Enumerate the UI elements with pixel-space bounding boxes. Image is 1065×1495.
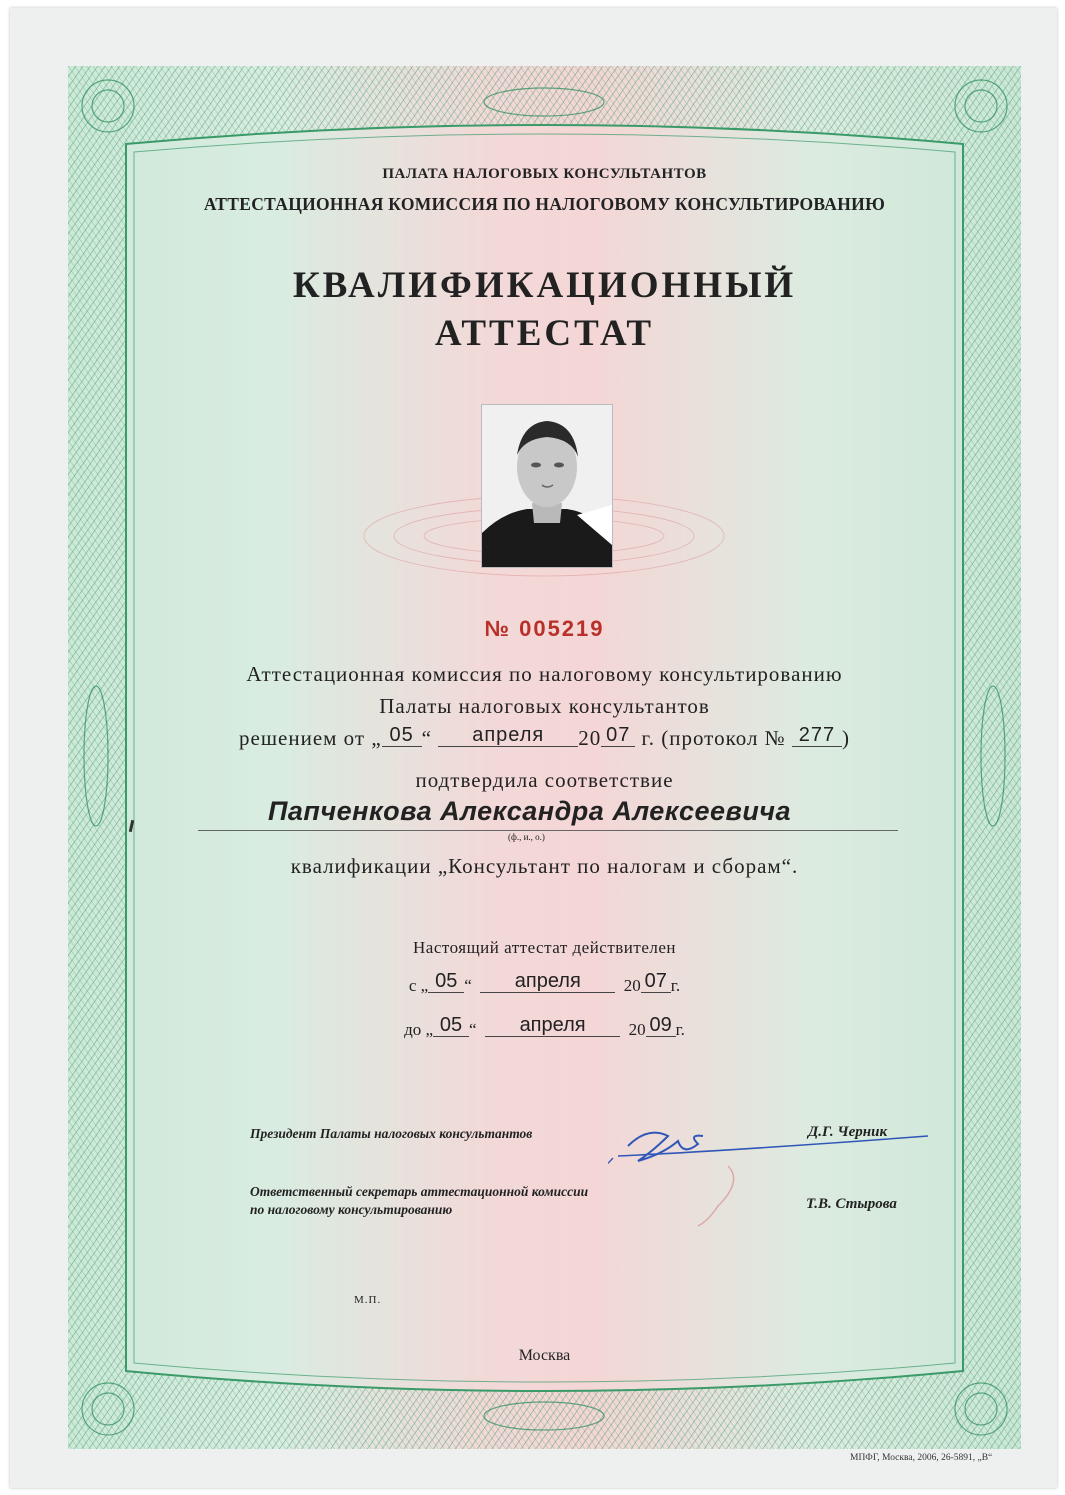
secretary-label-line1: Ответственный секретарь аттестационной комиссии [250,1184,589,1199]
valid-from-year: 07 [641,970,671,993]
body-line-chamber: Палаты налоговых консультантов [379,694,710,718]
certificate-number: № 005219 [484,616,605,641]
decision-day: 05 [382,724,422,747]
decision-mid: г. (протокол № [641,726,786,750]
document-page [10,8,1057,1488]
valid-from-line [68,970,1021,997]
document-title-line1: КВАЛИФИКАЦИОННЫЙ [292,265,797,306]
valid-to-year-prefix: 20 [628,1020,646,1039]
person-photo-icon [482,405,612,567]
valid-to-day: 05 [433,1014,469,1037]
valid-from-quote: “ [464,976,472,995]
decision-line [68,726,1021,751]
body-line-commission: Аттестационная комиссия по налоговому консультированию [246,662,843,686]
holder-name-field [198,796,898,831]
decision-year-prefix: 20 [578,726,602,750]
validity-heading: Настоящий аттестат действителен [413,938,676,957]
president-name: Д.Г. Черник [808,1124,888,1140]
decision-year: 07 [601,724,635,747]
commission-name: АТТЕСТАЦИОННАЯ КОМИССИЯ ПО НАЛОГОВОМУ КОНСУЛЬТИРОВАНИЮ [203,194,886,214]
valid-to-year: 09 [646,1014,676,1037]
valid-to-prefix: до „ [404,1020,434,1039]
city: Москва [518,1347,571,1364]
fio-caption: (ф., и., о.) [508,832,545,842]
secretary-label-line2: по налоговому консультированию [250,1202,453,1217]
holder-photo [481,404,613,568]
secretary-name: Т.В. Стырова [806,1196,897,1212]
document-title-line2: АТТЕСТАТ [434,313,655,354]
valid-from-month: апреля [480,970,615,993]
protocol-number: 277 [792,724,842,747]
valid-to-month: апреля [485,1014,620,1037]
certificate-sheet [68,66,1021,1449]
printer-imprint: МПФГ, Москва, 2006, 26-5891, „В“ [850,1453,993,1463]
valid-from-suffix: г. [670,976,681,995]
valid-to-suffix: г. [675,1020,685,1039]
seal-place: М.П. [354,1294,382,1306]
president-label: Президент Палаты налоговых консультантов [250,1126,533,1141]
holder-name: Папченкова Александра Алексеевича [268,796,792,826]
handwritten-signatures [608,1106,938,1246]
organization-name: ПАЛАТА НАЛОГОВЫХ КОНСУЛЬТАНТОВ [382,166,707,182]
valid-from-prefix: с „ [408,976,429,995]
valid-from-year-prefix: 20 [623,976,641,995]
valid-to-line [68,1014,1021,1041]
valid-to-quote: “ [469,1020,477,1039]
decision-month: апреля [438,724,578,747]
qualification-line: квалификации „Консультант по налогам и сборам“. [290,854,799,878]
decision-suffix: ) [841,726,850,750]
decision-prefix: решением от „ [239,726,382,750]
valid-from-day: 05 [428,970,464,993]
body-line-confirmed: подтвердила соответствие [415,768,674,792]
decision-quote: “ [421,726,432,750]
